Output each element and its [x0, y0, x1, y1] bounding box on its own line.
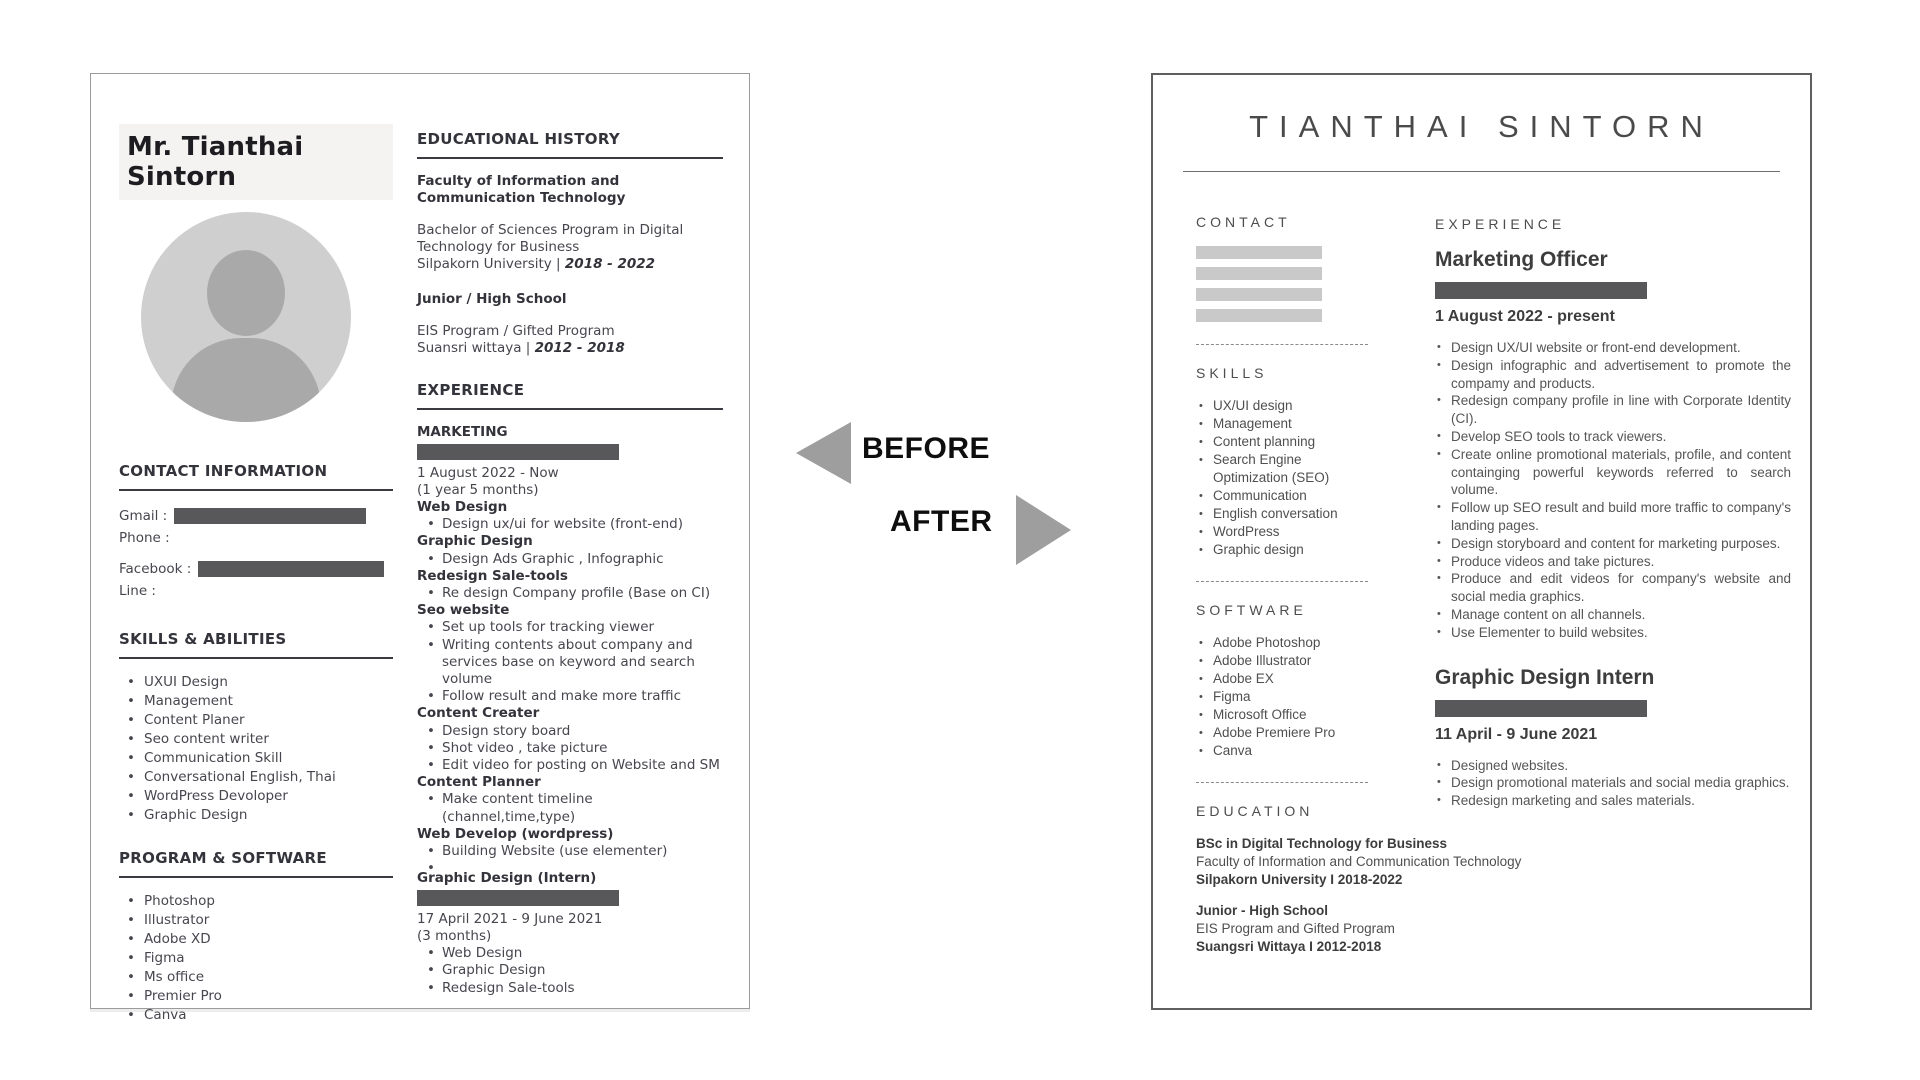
- list-item: • Management: [1198, 415, 1374, 433]
- after-right-column: [1435, 216, 1791, 834]
- bullet-item: • Manage content on all channels.: [1435, 606, 1791, 624]
- job-section-bullets: [417, 551, 723, 568]
- title-divider: [1183, 171, 1780, 172]
- bullet-item: • Shot video , take picture: [427, 740, 723, 757]
- list-item: • Adobe Photoshop: [1198, 634, 1374, 652]
- avatar-head-shape: [207, 250, 285, 336]
- education-heading: EDUCATION: [1196, 803, 1314, 819]
- bullet-item: • Re design Company profile (Base on CI): [427, 585, 723, 602]
- experience-heading: EXPERIENCE: [417, 381, 723, 410]
- experience-job-graphic-design-intern: [1435, 666, 1791, 810]
- avatar: [141, 212, 351, 422]
- job-date: 1 August 2022 - present: [1435, 308, 1615, 325]
- bullet-item: • Design promotional materials and social media graphics.: [1435, 774, 1791, 792]
- contact-row-gmail: [119, 505, 393, 527]
- job-section-bullets: [417, 723, 723, 775]
- school-name: Suansri wittaya |: [417, 340, 535, 356]
- job-bullets: [1435, 339, 1791, 642]
- job-section: [417, 826, 723, 860]
- education-entry: [1196, 835, 1538, 889]
- contact-information-heading: CONTACT INFORMATION: [119, 462, 393, 491]
- job-title: MARKETING: [417, 424, 508, 440]
- job-date: 11 April - 9 June 2021: [1435, 725, 1598, 743]
- education-entry-title: Junior / High School: [417, 291, 567, 307]
- after-label: AFTER: [890, 505, 993, 538]
- software-heading: PROGRAM & SOFTWARE: [119, 849, 393, 878]
- education-entries: [417, 173, 723, 357]
- bullet-item: • Redesign marketing and sales materials.: [1435, 792, 1791, 810]
- bullet-item: • Make content timeline (channel,time,type): [427, 791, 723, 825]
- experience-heading: EXPERIENCE: [1435, 216, 1566, 232]
- arrow-left-icon: [796, 422, 851, 484]
- before-label: BEFORE: [862, 432, 991, 465]
- bullet-item: • Design storyboard and content for marketing purposes.: [1435, 535, 1791, 553]
- redacted-company-bar: [417, 890, 619, 906]
- bullet-item: • Follow up SEO result and build more traffic to company's landing pages.: [1435, 499, 1791, 535]
- experience-job-marketing-officer: [1435, 248, 1791, 642]
- experience-job-intern: [417, 870, 723, 997]
- list-item: • Adobe EX: [1198, 670, 1374, 688]
- contact-row-line: [119, 580, 393, 602]
- redacted-contact-bar: [1196, 246, 1322, 259]
- bullet-item: • Design infographic and advertisement to promote the compamy and products.: [1435, 357, 1791, 393]
- bullet-item: • Redesign company profile in line with Corporate Identity (CI).: [1435, 392, 1791, 428]
- dashed-divider: [1196, 581, 1368, 582]
- education-entry: [417, 291, 723, 357]
- bullet-item: • Building Website (use elementer): [427, 843, 723, 860]
- list-item: • UX/UI design: [1198, 397, 1374, 415]
- job-sections: [417, 499, 723, 860]
- education-entry: [1196, 902, 1538, 956]
- job-section-subtitle: Graphic Design: [417, 533, 533, 550]
- list-item: • Microsoft Office: [1198, 706, 1374, 724]
- job-duration: (1 year 5 months): [417, 482, 539, 498]
- bullet-item: • Edit video for posting on Website and SM: [427, 757, 723, 774]
- bullet-item: • Design Ads Graphic , Infographic: [427, 551, 723, 568]
- education-entries: [1196, 835, 1538, 956]
- job-section-bullets: [417, 843, 723, 860]
- list-item: • WordPress Devoloper: [127, 787, 393, 806]
- job-bullets: [1435, 757, 1791, 810]
- job-section-subtitle: Web Develop (wordpress): [417, 825, 614, 842]
- contact-row-phone: [119, 527, 393, 549]
- bullet-item: • Produce videos and take pictures.: [1435, 553, 1791, 571]
- education-detail: EIS Program and Gifted Program: [1196, 921, 1395, 936]
- skills-list: [119, 673, 393, 825]
- contact-row-facebook: [119, 558, 393, 580]
- job-section-subtitle: Web Design: [417, 499, 508, 515]
- bullet-item: • Redesign Sale-tools: [427, 980, 723, 997]
- bullet-item: • Create online promotional materials, profile, and content containging powerful keywords referred to search volume.: [1435, 446, 1791, 499]
- job-section-bullets: [417, 791, 723, 825]
- list-item: • Graphic design: [1198, 541, 1374, 559]
- job-date: 1 August 2022 - Now: [417, 465, 559, 481]
- list-item: • Communication: [1198, 487, 1374, 505]
- education-school: Silpakorn University I 2018-2022: [1196, 872, 1403, 887]
- avatar-body-shape: [171, 338, 321, 422]
- arrow-right-icon: [1016, 495, 1071, 565]
- school-dates: 2018 - 2022: [564, 256, 656, 272]
- job-section: [417, 602, 723, 705]
- redacted-company-bar: [1435, 282, 1647, 299]
- list-item: • Content planning: [1198, 433, 1374, 451]
- before-right-column: [417, 130, 723, 997]
- bullet-item: • Design UX/UI website or front-end development.: [1435, 339, 1791, 357]
- job-section: [417, 499, 723, 533]
- job-section-bullets: [417, 619, 723, 705]
- contact-heading: CONTACT: [1196, 214, 1291, 230]
- education-degree: BSc in Digital Technology for Business: [1196, 836, 1448, 851]
- bullet-item: • Produce and edit videos for company's website and social media graphics.: [1435, 570, 1791, 606]
- bullet-item: • Graphic Design: [427, 962, 723, 979]
- candidate-name: Mr. Tianthai Sintorn: [119, 124, 393, 200]
- phone-label: Phone :: [119, 530, 170, 546]
- bullet-item: • Set up tools for tracking viewer: [427, 619, 723, 636]
- list-item: • Ms office: [127, 968, 393, 987]
- resume-page-before: [90, 73, 750, 1023]
- list-item: • Adobe Premiere Pro: [1198, 724, 1374, 742]
- list-item: • Photoshop: [127, 892, 393, 911]
- list-item: • Search Engine Optimization (SEO): [1198, 451, 1374, 487]
- school-name: Silpakorn University |: [417, 256, 565, 272]
- contact-rows: [119, 505, 393, 602]
- facebook-label: Facebook :: [119, 561, 192, 577]
- bullet-item: • Use Elementer to build websites.: [1435, 624, 1791, 642]
- job-date: 17 April 2021 - 9 June 2021: [417, 911, 603, 928]
- education-degree: Junior - High School: [1196, 903, 1328, 918]
- list-item: • Figma: [1198, 688, 1374, 706]
- bullet-item: • Follow result and make more traffic: [427, 688, 723, 705]
- job-section-subtitle: Content Planner: [417, 774, 541, 791]
- education-school: Suangsri Wittaya I 2012-2018: [1196, 939, 1382, 954]
- job-title: Graphic Design Intern: [1435, 665, 1655, 689]
- job-section-bullets: [417, 516, 723, 533]
- dashed-divider: [1196, 344, 1368, 345]
- job-section: [417, 533, 723, 567]
- software-heading: SOFTWARE: [1196, 602, 1307, 618]
- redacted-company-bar: [417, 444, 619, 460]
- job-section: [417, 774, 723, 826]
- skills-heading: SKILLS: [1196, 365, 1268, 381]
- list-item: • Communication Skill: [127, 749, 393, 768]
- bullet-item: • Design ux/ui for website (front-end): [427, 516, 723, 533]
- education-entry-school: [417, 256, 723, 273]
- education-entry-school: [417, 340, 723, 357]
- education-entry-title: Faculty of Information and Communication Technology: [417, 173, 626, 206]
- experience-job-marketing: [417, 424, 723, 860]
- bullet-item: • Designed websites.: [1435, 757, 1791, 775]
- list-item: • Management: [127, 692, 393, 711]
- list-item: • Adobe XD: [127, 930, 393, 949]
- redacted-gmail-bar: [174, 508, 366, 524]
- list-item: • Canva: [1198, 742, 1374, 760]
- job-section-bullets: [417, 585, 723, 602]
- before-left-column: [119, 124, 393, 1025]
- job-section: [417, 705, 723, 774]
- bullet-item: • Writing contents about company and services base on keyword and search volume: [427, 637, 723, 689]
- education-entry-program: EIS Program / Gifted Program: [417, 323, 615, 339]
- job-section: [417, 568, 723, 602]
- candidate-name: TIANTHAI SINTORN: [1249, 109, 1714, 144]
- skills-list: [1196, 397, 1374, 559]
- list-item: • Illustrator: [127, 911, 393, 930]
- bullet-item: • Design story board: [427, 723, 723, 740]
- skills-heading: SKILLS & ABILITIES: [119, 630, 393, 659]
- list-item: • Seo content writer: [127, 730, 393, 749]
- job-duration: (3 months): [417, 928, 492, 945]
- job-section-subtitle: Content Creater: [417, 705, 540, 722]
- education-heading: EDUCATIONAL HISTORY: [417, 130, 723, 159]
- redacted-facebook-bar: [198, 561, 384, 577]
- resume-page-after: [1151, 73, 1812, 1010]
- list-item: • WordPress: [1198, 523, 1374, 541]
- list-item: • UXUI Design: [127, 673, 393, 692]
- redacted-company-bar: [1435, 700, 1647, 717]
- list-item: • Adobe Illustrator: [1198, 652, 1374, 670]
- software-list: [119, 892, 393, 1025]
- job-title: Marketing Officer: [1435, 248, 1608, 271]
- job-title: Graphic Design (Intern): [417, 870, 597, 887]
- job-bullets: [417, 945, 723, 997]
- list-item: • Conversational English, Thai: [127, 768, 393, 787]
- list-item: • Canva: [127, 1006, 393, 1025]
- bullet-item: • Develop SEO tools to track viewers.: [1435, 428, 1791, 446]
- gmail-label: Gmail :: [119, 508, 168, 524]
- redacted-contact-bar: [1196, 267, 1322, 280]
- education-detail: Faculty of Information and Communication Technology: [1196, 854, 1522, 869]
- redacted-contact-bar: [1196, 309, 1322, 322]
- bullet-item: • Web Design: [427, 945, 723, 962]
- job-section-subtitle: Seo website: [417, 602, 510, 619]
- line-label: Line :: [119, 583, 156, 599]
- school-dates: 2012 - 2018: [534, 340, 625, 356]
- list-item: • Premier Pro: [127, 987, 393, 1006]
- education-entry-program: Bachelor of Sciences Program in Digital Technology for Business: [417, 222, 684, 255]
- education-entry: [417, 173, 723, 273]
- dashed-divider: [1196, 782, 1368, 783]
- list-item: • English conversation: [1198, 505, 1374, 523]
- software-list: [1196, 634, 1374, 760]
- redacted-contact-bar: [1196, 288, 1322, 301]
- list-item: • Figma: [127, 949, 393, 968]
- job-section-subtitle: Redesign Sale-tools: [417, 567, 568, 584]
- list-item: • Graphic Design: [127, 806, 393, 825]
- list-item: • Content Planer: [127, 711, 393, 730]
